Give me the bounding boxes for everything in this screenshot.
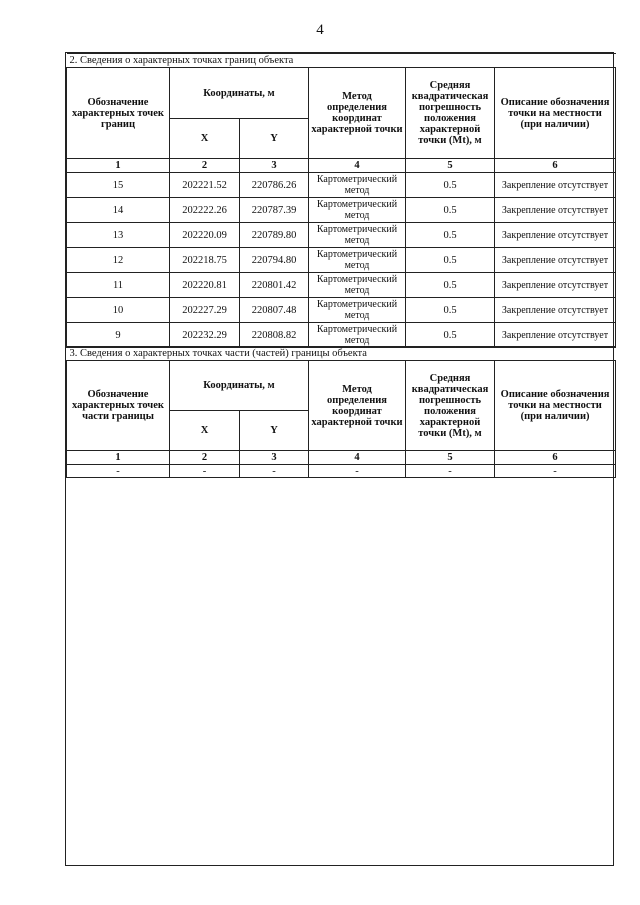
col-number: 4 xyxy=(309,451,406,465)
table-row xyxy=(67,273,616,298)
cell-x: 202221.52 xyxy=(170,173,240,198)
cell-point: 14 xyxy=(67,198,170,223)
cell-desc: Закрепление отсутствует xyxy=(495,173,616,198)
cell-point: 15 xyxy=(67,173,170,198)
cell-method: Картометрический метод xyxy=(309,223,406,248)
page-number: 4 xyxy=(316,22,324,38)
table-row xyxy=(67,173,616,198)
cell-error: 0.5 xyxy=(406,323,495,348)
cell-error: 0.5 xyxy=(406,223,495,248)
empty-cell: - xyxy=(240,465,309,478)
header-method: Метод определения координат характерной точки xyxy=(309,68,406,159)
header-coordinates: Координаты, м xyxy=(170,68,309,119)
section2-title: 2. Сведения о характерных точках границ объекта xyxy=(67,54,616,68)
col-number: 1 xyxy=(67,451,170,465)
empty-cell: - xyxy=(495,465,616,478)
section3-table xyxy=(66,346,616,478)
cell-y: 220807.48 xyxy=(240,298,309,323)
header-error: Средняя квадратическая погрешность положения характерной точки (Mt), м xyxy=(406,361,495,451)
empty-cell: - xyxy=(309,465,406,478)
col-number: 2 xyxy=(170,159,240,173)
table-row xyxy=(67,198,616,223)
cell-point: 13 xyxy=(67,223,170,248)
col-number: 5 xyxy=(406,451,495,465)
header-x: X xyxy=(170,411,240,451)
cell-method: Картометрический метод xyxy=(309,173,406,198)
cell-error: 0.5 xyxy=(406,198,495,223)
col-number: 6 xyxy=(495,159,616,173)
table-row xyxy=(67,248,616,273)
col-number: 5 xyxy=(406,159,495,173)
header-error: Средняя квадратическая погрешность положения характерной точки (Mt), м xyxy=(406,68,495,159)
cell-y: 220794.80 xyxy=(240,248,309,273)
col-number: 3 xyxy=(240,451,309,465)
document-frame xyxy=(65,52,614,866)
cell-error: 0.5 xyxy=(406,298,495,323)
cell-point: 9 xyxy=(67,323,170,348)
cell-desc: Закрепление отсутствует xyxy=(495,298,616,323)
header-designation: Обозначение характерных точек части границы xyxy=(67,361,170,451)
cell-method: Картометрический метод xyxy=(309,323,406,348)
section3-title: 3. Сведения о характерных точках части (частей) границы объекта xyxy=(67,347,616,361)
cell-error: 0.5 xyxy=(406,173,495,198)
header-description: Описание обозначения точки на местности (при наличии) xyxy=(495,361,616,451)
cell-point: 10 xyxy=(67,298,170,323)
cell-method: Картометрический метод xyxy=(309,198,406,223)
header-coordinates: Координаты, м xyxy=(170,361,309,411)
empty-cell: - xyxy=(67,465,170,478)
cell-x: 202232.29 xyxy=(170,323,240,348)
header-y: Y xyxy=(240,119,309,159)
cell-x: 202218.75 xyxy=(170,248,240,273)
header-description: Описание обозначения точки на местности (при наличии) xyxy=(495,68,616,159)
empty-cell: - xyxy=(170,465,240,478)
cell-x: 202227.29 xyxy=(170,298,240,323)
section2-table xyxy=(66,53,616,348)
cell-x: 202222.26 xyxy=(170,198,240,223)
col-number: 2 xyxy=(170,451,240,465)
table-row xyxy=(67,223,616,248)
empty-cell: - xyxy=(406,465,495,478)
col-number: 1 xyxy=(67,159,170,173)
cell-desc: Закрепление отсутствует xyxy=(495,248,616,273)
cell-y: 220789.80 xyxy=(240,223,309,248)
cell-method: Картометрический метод xyxy=(309,298,406,323)
col-number: 3 xyxy=(240,159,309,173)
cell-y: 220801.42 xyxy=(240,273,309,298)
cell-point: 12 xyxy=(67,248,170,273)
col-number: 6 xyxy=(495,451,616,465)
cell-desc: Закрепление отсутствует xyxy=(495,198,616,223)
table-row xyxy=(67,323,616,348)
header-y: Y xyxy=(240,411,309,451)
cell-desc: Закрепление отсутствует xyxy=(495,273,616,298)
cell-desc: Закрепление отсутствует xyxy=(495,223,616,248)
cell-y: 220808.82 xyxy=(240,323,309,348)
cell-point: 11 xyxy=(67,273,170,298)
cell-error: 0.5 xyxy=(406,273,495,298)
cell-y: 220786.26 xyxy=(240,173,309,198)
cell-method: Картометрический метод xyxy=(309,273,406,298)
header-x: X xyxy=(170,119,240,159)
cell-error: 0.5 xyxy=(406,248,495,273)
cell-x: 202220.09 xyxy=(170,223,240,248)
cell-desc: Закрепление отсутствует xyxy=(495,323,616,348)
header-method: Метод определения координат характерной точки xyxy=(309,361,406,451)
header-designation: Обозначение характерных точек границ xyxy=(67,68,170,159)
col-number: 4 xyxy=(309,159,406,173)
cell-y: 220787.39 xyxy=(240,198,309,223)
table-row xyxy=(67,298,616,323)
cell-x: 202220.81 xyxy=(170,273,240,298)
cell-method: Картометрический метод xyxy=(309,248,406,273)
